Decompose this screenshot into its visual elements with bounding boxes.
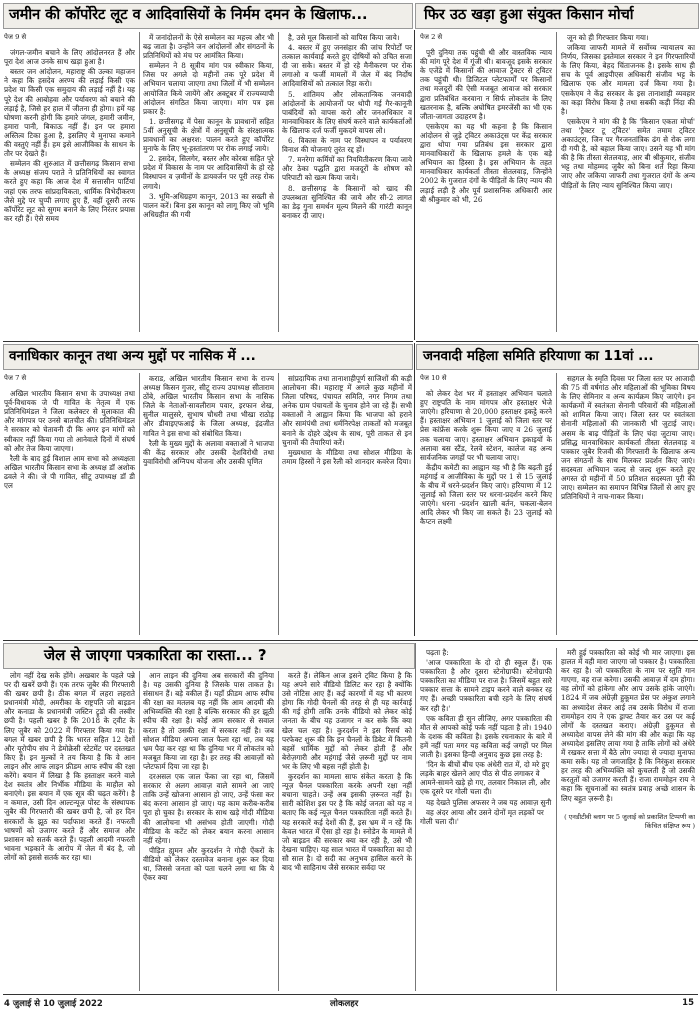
article5-paragraph: आन लाइन की दुनिया अब सरकारों की दुनिया है। यह उसकी दुनिया है जिसके पास ताकत है। संसाधन हैं। बड़े वकील हैं। यहाँ फ्रीडम आफ स्पीच की रक्षा का मतलब यह नहीं कि आम आदमी की अभिव्यक्ति की रक्षा है बल्कि सरकार की हर झूठी स्पीच की रक्षा है। कोई आम सरकार से सवाल करता है तो उसकी रक्षा में सरकार नहीं है। जब सोशल मीडिया अपना जाल फैला रहा था, तब यह भ्रम पैदा कर रहा था कि दुनिया भर में लोकतंत्र को मजबूत किया जा रहा है। हर तरह की आवाज़ों को प्लेटफार्म दिया जा रहा है। [143, 671, 274, 771]
article2-paragraph: जकिया जाफरी मामले में सर्वोच्च न्यायालय का निर्णय, जिसका इस्तेमाल सरकार ने इन गिरफ्तारियों के लिए किया, बेहद चिंताजनक है। इसके साथ ही सच के पूर्व आइपीएस अधिकारी संजीव भट्ट के खिलाफ एक और मामला दर्ज किया गया है। एसकेएम ने केंद्र सरकार के इस तानाशाही व्यवहार का कड़ा विरोध किया है तथा सबकी कड़ी निंदा की है। [561, 43, 695, 116]
article4-paragraph: अखिल भारतीय किसान सभा के उपाध्यक्ष तथा पूर्व-विधायक जे पी गावित के नेतृत्व में एक प्रतिनिधिमंडल ने जिला कलेक्टर से मुलाकात की और मांगपत्र पर उनसे बातचीत की। प्रतिनिधिमंडल ने सरकार को चेतावनी दी कि अगर इन मांगों को स्वीकार नहीं किया गया तो आनेवाले दिनों में संघर्ष को और तेज किया जाएगा। [4, 389, 135, 453]
demand-item-7: 7. मनरेगा कर्मियों का नियमितीकरण किया जाये और ठेका पद्धति द्वारा मजदूरों के शोषण को परिपाटी को खत्म किया जाये। [282, 155, 412, 183]
article1-paragraph: सम्मेलन की शुरुआत में छत्तीसगढ़ किसान सभा के अध्यक्ष संजय पराते ने प्रतिनिधियों का स्वागत करते हुए कहा कि आज देश में सत्तासीन पार्टियां जहां एक तरफ सांप्रदायिकता, धार्मिक विभेदीकरण जैसे मुद्दे पर चुप्पी लगाए हुए हैं, वहीं दूसरी तरफ कॉर्पोरेट लूट को सुगम बनाने के लिए निरंतर प्रयास कर रही हैं। ऐसे समय [4, 159, 135, 223]
article2-paragraph: एसकेएम का यह भी कहना है कि किसान आंदोलन से जुड़े ट्विटर अकाउंट्स पर केंद्र सरकार द्वारा थोपा गया प्रतिबंध इस सरकार द्वारा मानवाधिकारों के खिलाफ हमले के एक बड़े अभियान का हिस्सा है। इस अभियान के तहत मानवाधिकार कार्यकर्ता तीस्ता सेतलवाड़, जिन्होंने 2002 के गुजरात दंगों के पीड़ितों के लिए न्याय की लड़ाई लड़ी है और पूर्व प्रशासनिक अधिकारी आर बी श्रीकुमार को भी, 26 [420, 121, 552, 204]
article5-paragraph: कुरदर्शन का मामला साफ संकेत करता है कि न्यूज़ चैनल पत्रकारिता करके अपनी रक्षा नहीं बचाना चाहते। उन्हें अब इसकी ज़रूरत नहीं है। सारी कोशिश इस पर है कि कोई जनता को यह न बताए कि कई न्यूज़ चैनल पत्रकारिता नहीं करते हैं। यह सरकारें कई देशों की हैं, इस भ्रम में न रहें कि केवल भारत में ऐसा हो रहा है। स्नोडेन के मामले में जो बाइडन की सरकार क्या कर रही है, उसे भी देखना चाहिए। यह साल भारत में पत्रकारिता का दो सौ साल है। दो सदी का अनुभव हासिल करने के बाद भी साहिनाथ जैसे सरकार सर्वदा पर [282, 772, 412, 872]
article4-paragraph: रैली के मुख्य मुद्दों के अलावा वक्ताओं ने भाजपा की केंद्र सरकार और उसकी देशविरोधी तथा युवाविरोधी अग्निपथ योजना और उसकी घृणित [143, 438, 274, 466]
demand-item-5: 5. शांतिमय और लोकतान्त्रिक जनवादी आंदोलनों के आयोजनों पर थोपी गई गैर-कानूनी पाबंदियों को वापस करो और जनअधिकार व मानवाधिकार के लिए संघर्ष करने वाले कार्यकर्ताओं के खिलाफ दर्ज फर्जी मुकदमे वापस लो। [282, 89, 412, 135]
article2-column-1 [420, 33, 552, 333]
demand-item-6: 6. विकास के नाम पर विस्थापन व पर्यावरण विनाश की योजनाएं तुरंत रद्द हों। [282, 136, 412, 155]
article1-headline: जमीन की कॉर्पोरेट लूट व आदिवासियों के निर्मम दमन के खिलाफ... [9, 7, 368, 23]
article1-paragraph: जंगल-जमीन बचाने के लिए आंदोलनरत हैं और पूरा देश आज उनके साथ खड़ा हुआ है। [4, 48, 135, 67]
article5-column-1 [4, 671, 135, 991]
article5-headline-banner [3, 643, 415, 669]
article2-paragraph: पूरी दुनिया तक पहुंची थी और वास्तविक न्याय की मांग पूरे देश में गूंजी थी। बावजूद इसके सरकार के एजेंडे में किसानों की आवाज ट्रैक्टर से ट्विटर तक पहुंची थी। डिजिटल प्लेटफार्मों पर किसानों तथा मजदूरों की ऐसी मजबूत आवाज को सरकार द्वारा प्रतिबंधित करवाना न सिर्फ लोकतंत्र के लिए खतरनाक है, बल्कि अघोषित इमरजेंसी का भी एक जीता-जागता उदाहरण है। [420, 48, 552, 121]
article3-paragraph: को लेकर देश भर में हस्ताक्षर अभियान चलाते हुए राष्ट्रपति के नाम मांगपत्र और हस्ताक्षर भेजे जाएंगे। हरियाणा से 20,000 हस्ताक्षर इकट्ठे करने हैं। हस्ताक्षर अभियान 1 जुलाई को जिला स्तर पर प्रेस कांफ्रेंस करके शुरू किया जाए व 26 जुलाई तक चलाया जाए। हस्ताक्षर अभियान इकाइयों के अलावा बस स्टैंड, रेलवे स्टेशन, कालेज वह अन्य सार्वजनिक जगहों पर भी चलाया जाए। [420, 389, 552, 462]
article5-column-2 [143, 671, 274, 991]
article1-paragraph: है, उसे मूल किसानों को वापिस किया जाये। [288, 33, 400, 42]
poem-line: वह अंदर आया और उसने दोनों मृत लड़कों पर गोली चला दी।' [420, 807, 544, 826]
poem-line: यह देखते पुलिस अफसर ने जब यह आवाज़ सुनी [426, 797, 552, 807]
article1-column-2 [143, 33, 274, 333]
article2-headline-banner [415, 3, 699, 29]
article3-headline: जनवादी महिला समिति हरियाणा का 11वां ... [423, 348, 654, 364]
article3-paragraph: सहगल के स्मृति दिवस पर जिला स्तर पर आजादी की 75 वीं वर्षगांठ और महिलाओं की भूमिका विषय के लिए सेमिनार व अन्य कार्यक्रम किए जाएंगे। इन कार्यक्रमों में स्वतंत्रता सेनानी परिवारों की महिलाओं को शामिल किया जाए। जिला स्तर पर स्वतंत्रता सेनानी महिलाओं की जानकारी भी जुटाई जाए। असम के बाढ़ पीड़ितों के लिए चंदा जुटाया जाए। प्रसिद्ध मानवाधिकार कार्यकर्ता तीस्ता सेतलवाड़ व पत्रकार जुबैर रिजवी की गिरफ्तारी के खिलाफ अन्य जन संगठनों के साथ मिलकर प्रदर्शन किए जाएं। सदस्यता अभियान जल्द से जल्द शुरू करते हुए अगस्त दो महीनों में 50 प्रतिशत सदस्यता पूरी की जाए। सम्मेलन का समापन विभिन्न जिलों से आए हुए प्रतिनिधियों ने नाच-गाकर किया। [561, 374, 695, 502]
article3-continuation: पेज 10 से [420, 374, 447, 382]
article4-paragraph: मुख्यधारा के मीडिया तथा सोशल मीडिया के तमाम हिस्सों ने इस रैली को शानदार कवरेज दिया। [282, 447, 412, 466]
article1-paragraph: सम्मेलन ने 8 सूत्रीय मांग पत्र स्वीकार किया, जिस पर अगले दो महीनों तक पूरे प्रदेश में अभियान चलाया जाएगा तथा जिलों में भी सम्मेलन आयोजित किये जायेंगे और अक्टूबर में राज्यव्यापी आंदोलन संगठित किया जाएगा। मांग पत्र इस प्रकार है: [143, 61, 274, 116]
article5-paragraph: एक कविता ही सुन लीजिए, अगर पत्रकारिता की मौत से आपको कोई फर्क नहीं पड़ता है तो। 1940 के दशक की कविता है। इसके रचनाकार के बारे में हमें नहीं पता मगर यह कविता कई जगहों पर मिल जाती है। इसका हिन्दी अनुवाद कुछ इस तरह है: [420, 713, 552, 760]
article4-headline: वनाधिकार कानून तथा अन्य मुद्दों पर नासिक में ... [9, 348, 256, 364]
article2-headline: फिर उठ खड़ा हुआ संयुक्त किसान मोर्चा [424, 7, 634, 23]
article1-paragraph: बस्तर जन आंदोलन, महाराष्ट्र की उल्का महाजन ने कहा कि हसदेव अरण्य की लड़ाई किसी एक प्रदेश या किसी एक समुदाय की लड़ाई नहीं है। यह पूरे देश की आबोहवा और पर्यावरण को बचाने की लड़ाई है, जिसे हर हाल में जीतना ही होगा। हमें यह घोषणा करनी होगी कि हमारे जंगल, हमारी जमीन, हमारा पानी, बिकाऊ नहीं हैं। इन पर हमारा अस्तित्व टिका हुआ है, इसलिए ये मुनाफा कमाने की वस्तुएं नहीं हैं। हम इसे आजीविका के साधन के तौर पर देखते हैं। [4, 67, 135, 159]
article2-paragraph: जून को ही गिरफ्तार किया गया। [567, 33, 649, 42]
article4-headline-banner [3, 344, 413, 370]
article5-column-4 [420, 648, 552, 991]
demand-item-1: 1. छत्तीसगढ़ में पेसा कानून के प्रावधानों सहित 5वीं अनुसूची के क्षेत्रों में अनुसूची के संरक्षात्मक प्रावधानों का अक्षरश: पालन करते हुए कॉर्पोरेट मुनाफे के लिए भू-हस्तांतरण पर रोक लगाई जाये। [143, 116, 274, 154]
article2-column-2 [561, 33, 695, 338]
demand-item-4: 4. बस्तर में हुए जनसंहार की जांच रिपोर्टों पर तत्काल कार्यवाई करते हुए दोषियों को उचित सजा दी जा सके। बस्तर में हो रहे मैनीकरण पर रोक लगाओ व फर्जी मामलों में जेल में बंद निर्दोष आदिवासियों को तत्काल रिहा करो। [282, 43, 412, 89]
article1-column-3 [282, 33, 412, 333]
article3-paragraph: केंद्रीय कमेटी का आह्वान यह भी है कि बढ़ती हुई महंगाई व आजीविका के मुद्दों पर 1 से 15 जुलाई के बीच में धरने-प्रदर्शन किए जाएं। हरियाणा में 12 जुलाई को जिला स्तर पर धरना-प्रदर्शन करने किए जाएंगे। धरना -प्रदर्शन खाली बर्तन, चकला-बेलन आदि लेकर भी किए जा सकते हैं। 23 जुलाई को कैप्टन लक्ष्मी [420, 462, 552, 527]
article1-paragraph: में जनांदोलनों के ऐसे सम्मेलन का महत्त्व और भी बढ़ जाता है। उन्होंने जन आंदोलनों और संगठनों के प्रतिनिधियों को मंच पर आमंत्रित किया। [143, 33, 274, 61]
article5-paragraph: मरी हुई पत्रकारिता को कोई भी मार जाएगा। इस हालत में वही मारा जाएगा जो पत्रकार है। पत्रकारिता कर रहा है। जो पत्रकारिता के नाम पर स्तुति गान गाएगा, वह राज करेगा। उसकी आवाज़ में दम होगा। वह लोगों को हांकेगा और आप उसके हांके जाएंगे। 1824 में जब अंग्रेज़ी हुकूमत प्रेस पर अंकुश लगाने का अध्यादेश लेकर आई तब उसके विरोध में राजा राममोहन राय ने एक ड्राफ्ट तैयार कर उस पर कई लोगों के दस्तखत कराए। अंग्रेज़ी हुकूमत से अध्यादेश वापस लेने की मांग की और कहा कि यह अध्यादेश इसलिए लाया गया है ताकि लोगों को अंधेरे में रखकर सत्ता में बैठे लोग ज्यादा से ज्यादा मुनाफा कमा सकें। यह तो जगजाहिर है कि निरंकुश सरकार हर तरह की अभिव्यक्ति को कुचलती है जो उसकी करतूतों को उजागर करती हैं। राजा राममोहन राय ने कहा कि सूचनाओं का स्वतंत्र प्रवाह अच्छे शासन के लिए बहुत ज़रूरी है। [561, 648, 695, 803]
article2-continuation: पेज 2 से [420, 33, 443, 41]
article5-paragraph: लोग नहीं देख सके होंगे। अखबार के पहले पन्ने पर दी खबरें छपी हैं। एक तरफ जुबैर की गिरफ्तारी की खबर छपी है। ठीक बगल में लहरा लहराते प्रधानमंत्री मोदी, अमरीका के राष्ट्रपति जो बाइडन और कनाडा के प्रधानमंत्री जस्टिन ट्रूडो की तस्वीर छपी है। पहली खबर है कि 2018 के ट्वीट के लिए जुबैर को 2022 में गिरफ्तार किया गया है। बगल में खबर छपी है कि भारत सहित 12 देशों और यूरोपीय संघ ने डेमोक्रेसी स्टेटमेंट पर दस्तखत किए हैं। इन मुल्कों ने तय किया है कि वे आन लाइन और आफ लाइन फ्रीडम आफ स्पीच की रक्षा करेंगे। बयान में लिखा है कि हस्ताक्षर करने वाले देश स्वतंत्र और निर्भीक मीडिया के माहौल को बनाएंगे। इस बयान में एक सूत्र की चढ़त करेंगे। है न कमाल, उसी दिन आल्टन्यूज़ पोस्ट के संस्थापक जुबैर की गिरफ्तारी की खबर छपी है, जो हर दिन सरकारों के झूठ का पर्दाफाश करते हैं। नफरती भाषणों को उजागर करते हैं और समाज और प्रशासन को सतर्क करते हैं। पहली आदमी नफरती भावना भड़काने के आरोप में जेल में बंद है, जो लोगों को इससे सतर्क कर रहा था। [4, 671, 135, 862]
article5-headline: जेल से जाएगा पत्रकारिता का रास्ता... ? [44, 646, 267, 664]
article4-column-1 [4, 374, 135, 636]
publication-name: लोकलहर [330, 999, 359, 1009]
issue-date: 4 जुलाई से 10 जुलाई 2022 [4, 999, 103, 1009]
page-number: 15 [682, 998, 694, 1008]
article3-column-1 [420, 374, 552, 634]
demand-item-3: 3. भूमि-अधिग्रहण कानून, 2013 का सख्ती से पालन करें। बिना इस कानून को लागू किए जो भूमि अधिग्रहीत की गयी [143, 191, 274, 219]
article4-column-3 [282, 374, 412, 636]
page-footer [0, 996, 700, 1014]
article3-headline-banner [416, 344, 699, 370]
article5-paragraph: पीड़ित ह्यूमन और कुरदर्शन ने गोदी ऐंकरों के वीडियो को लेकर दस्तावेज बनाना शुरू कर दिया था, जिससे जनता को पता चलने लगा था कि ये ऐंकर क्या [143, 845, 274, 883]
demand-item-8: 8. छत्तीसगढ़ के किसानों को खाद की उपलब्धता सुनिश्चित की जाये और सी-2 लागत का डेढ़ गुना समर्थन मूल्य मिलने की गारंटी कानून बनाकर दी जाए। [282, 183, 412, 220]
article1-continuation: पेज 9 से [4, 33, 27, 41]
article4-column-2 [143, 374, 274, 636]
article5-paragraph: दरअसल एक जाल फेंका जा रहा था, जिसमें सरकार से अलग आवाज़ वाले सामने आ जाएं ताकि उन्हें खोजना आसान हो जाए, उन्हें फंसा कर बंद करना आसान हो जाए। यह काम करीब-करीब पूरा हो चुका है। सरकार के साथ खड़े गोदी मीडिया की आलोचना भी असंभव होती जाएगी। गोदी मीडिया के कटेंट को लेकर बयान करना आसान नहीं रहेगा। [143, 772, 274, 845]
journalism-quote: 'आज पत्रकारिता के दो दो ही स्कूल हैं। एक पत्रकारिता है और दूसरा स्टेनोग्राफी। स्टेनोग्राफी पत्रकारिता का मीडिया पर राज है। जिसमें बहुत सारे पत्रकार सत्ता के सामने टाइप करने वाले बनकर रह गए हैं। अच्छी पत्रकारिता बची रहने के लिए संघर्ष कर रही है।' [420, 658, 552, 713]
source-note: ( एनडीटीवी ब्लाग पर 5 जुलाई को प्रकाशित टिप्पणी का किंचित संक्षिप्त रूप ) [564, 812, 695, 830]
demand-item-2: 2. हसदेव, सिलगेर, बस्तर और कोरबा सहित पूरे प्रदेश में विकास के नाम पर आदिवासियों के हो रहे विस्थापन व ज़मीनों के डायवर्जन पर पूरी तरह रोक लगाये। [143, 154, 274, 191]
article5-paragraph: करते हैं। लेकिन आज इसने ट्विट किया है कि यह अपने सारे वीडियो डिलिट कर रहा है क्योंकि उसे नोटिस आए हैं। कई कारणों में यह भी कारण होगा कि गोदी चैनलों की तरह से ही यह कार्रवाई की गई होगी ताकि उनके वीडियो को लेकर कोई जनता के बीच यह उजागर न कर सके कि क्या खेल चल रहा है। कुरदर्शन ने इस रिसर्च को परफेक्ट शुरू की कि इन चैनलों के डिबेट में कितनी बहसें धार्मिक मुद्दों को लेकर होती हैं और बेरोज़गारी और महंगाई जैसे ज़रूरी मुद्दों पर नाम भर के लिए भी बहस नहीं होती है। [282, 671, 412, 771]
article4-paragraph: कराड, अखिल भारतीय किसान सभा के राज्य अध्यक्ष किसन गुजर, सीटू राज्य उपाध्यक्ष सीताराम ठोंबे, अखिल भारतीय किसान सभा के नासिक जिले के नेताओं-सावलीराम पवार, इरफान शेख, सुनील मालुसरे, सुभाष चौधरी तथा भीखा राठोड़ और डीवाइएफआई के जिला अध्यक्ष, इंद्रजीत गावित ने इस सभा को संबोधित किया। [143, 374, 274, 438]
article4-continuation: पेज 7 से [4, 374, 27, 382]
article5-column-3 [282, 671, 412, 991]
article5-paragraph: पढ़ता है: [426, 648, 449, 657]
article4-paragraph: रैली के बाद हुई विशाल आम सभा को अध्यक्षता अखिल भारतीय किसान सभा के अध्यक्ष डॉ अशोक ढवले ने की। जे पी गावित, सीटू उपाध्यक्ष डॉ डी एल [4, 453, 135, 491]
article2-paragraph: एसकेएम ने मांग की है कि 'किसान एकता मोर्चा' तथा 'ट्रैक्टर टू ट्विटर' समेत तमाम ट्विटर अकाउंट्स, जिन पर गैरजनतांत्रिक ढंग से रोक लगा दी गयी है, को बहाल किया जाए। उसने यह भी मांग की है कि तीस्ता सेतलवाड़, आर बी श्रीकुमार, संजीव भट्ट तथा मोहम्मद जुबैर को बिना शर्त रिहा किया जाए और जकिया जाफरी तथा गुजरात दंगों के अन्य पीड़ितों के लिए न्याय सुनिश्चित किया जाए। [561, 116, 695, 190]
article4-paragraph: सांप्रदायिक तथा तानाशाहीपूर्ण साजिशों की कड़ी आलोचना की। महाराष्ट्र में अगले कुछ महीनों में जिला परिषद, पंचायत समिति, नगर निगम तथा अनेक ग्राम पंचायतों के चुनाव होने जा रहे हैं। सभी वक्ताओं ने आह्वान किया कि भाजपा को हराने और सामंपंथी तथा धर्मनिरपेक्ष ताकतों को मजबूत बनाने के दोहरे उद्देश्य के साथ, पूरी ताकत से इन चुनावों की तैयारियां करें। [282, 374, 412, 447]
article1-headline-banner [3, 3, 413, 29]
article5-column-5 [561, 648, 695, 991]
article3-column-2 [561, 374, 695, 636]
article1-column-1 [4, 33, 135, 333]
poem-stanza: 'दिन के बीचों बीच एक अंधेरी रात में, दो मरे हुए लड़के बाहर खेलने आए पीठ से पीठ लगाकर वे आमने-सामने खड़े हो गए, तलवार निकाल ली, और एक दूसरे पर गोली चला दी। [420, 760, 550, 797]
